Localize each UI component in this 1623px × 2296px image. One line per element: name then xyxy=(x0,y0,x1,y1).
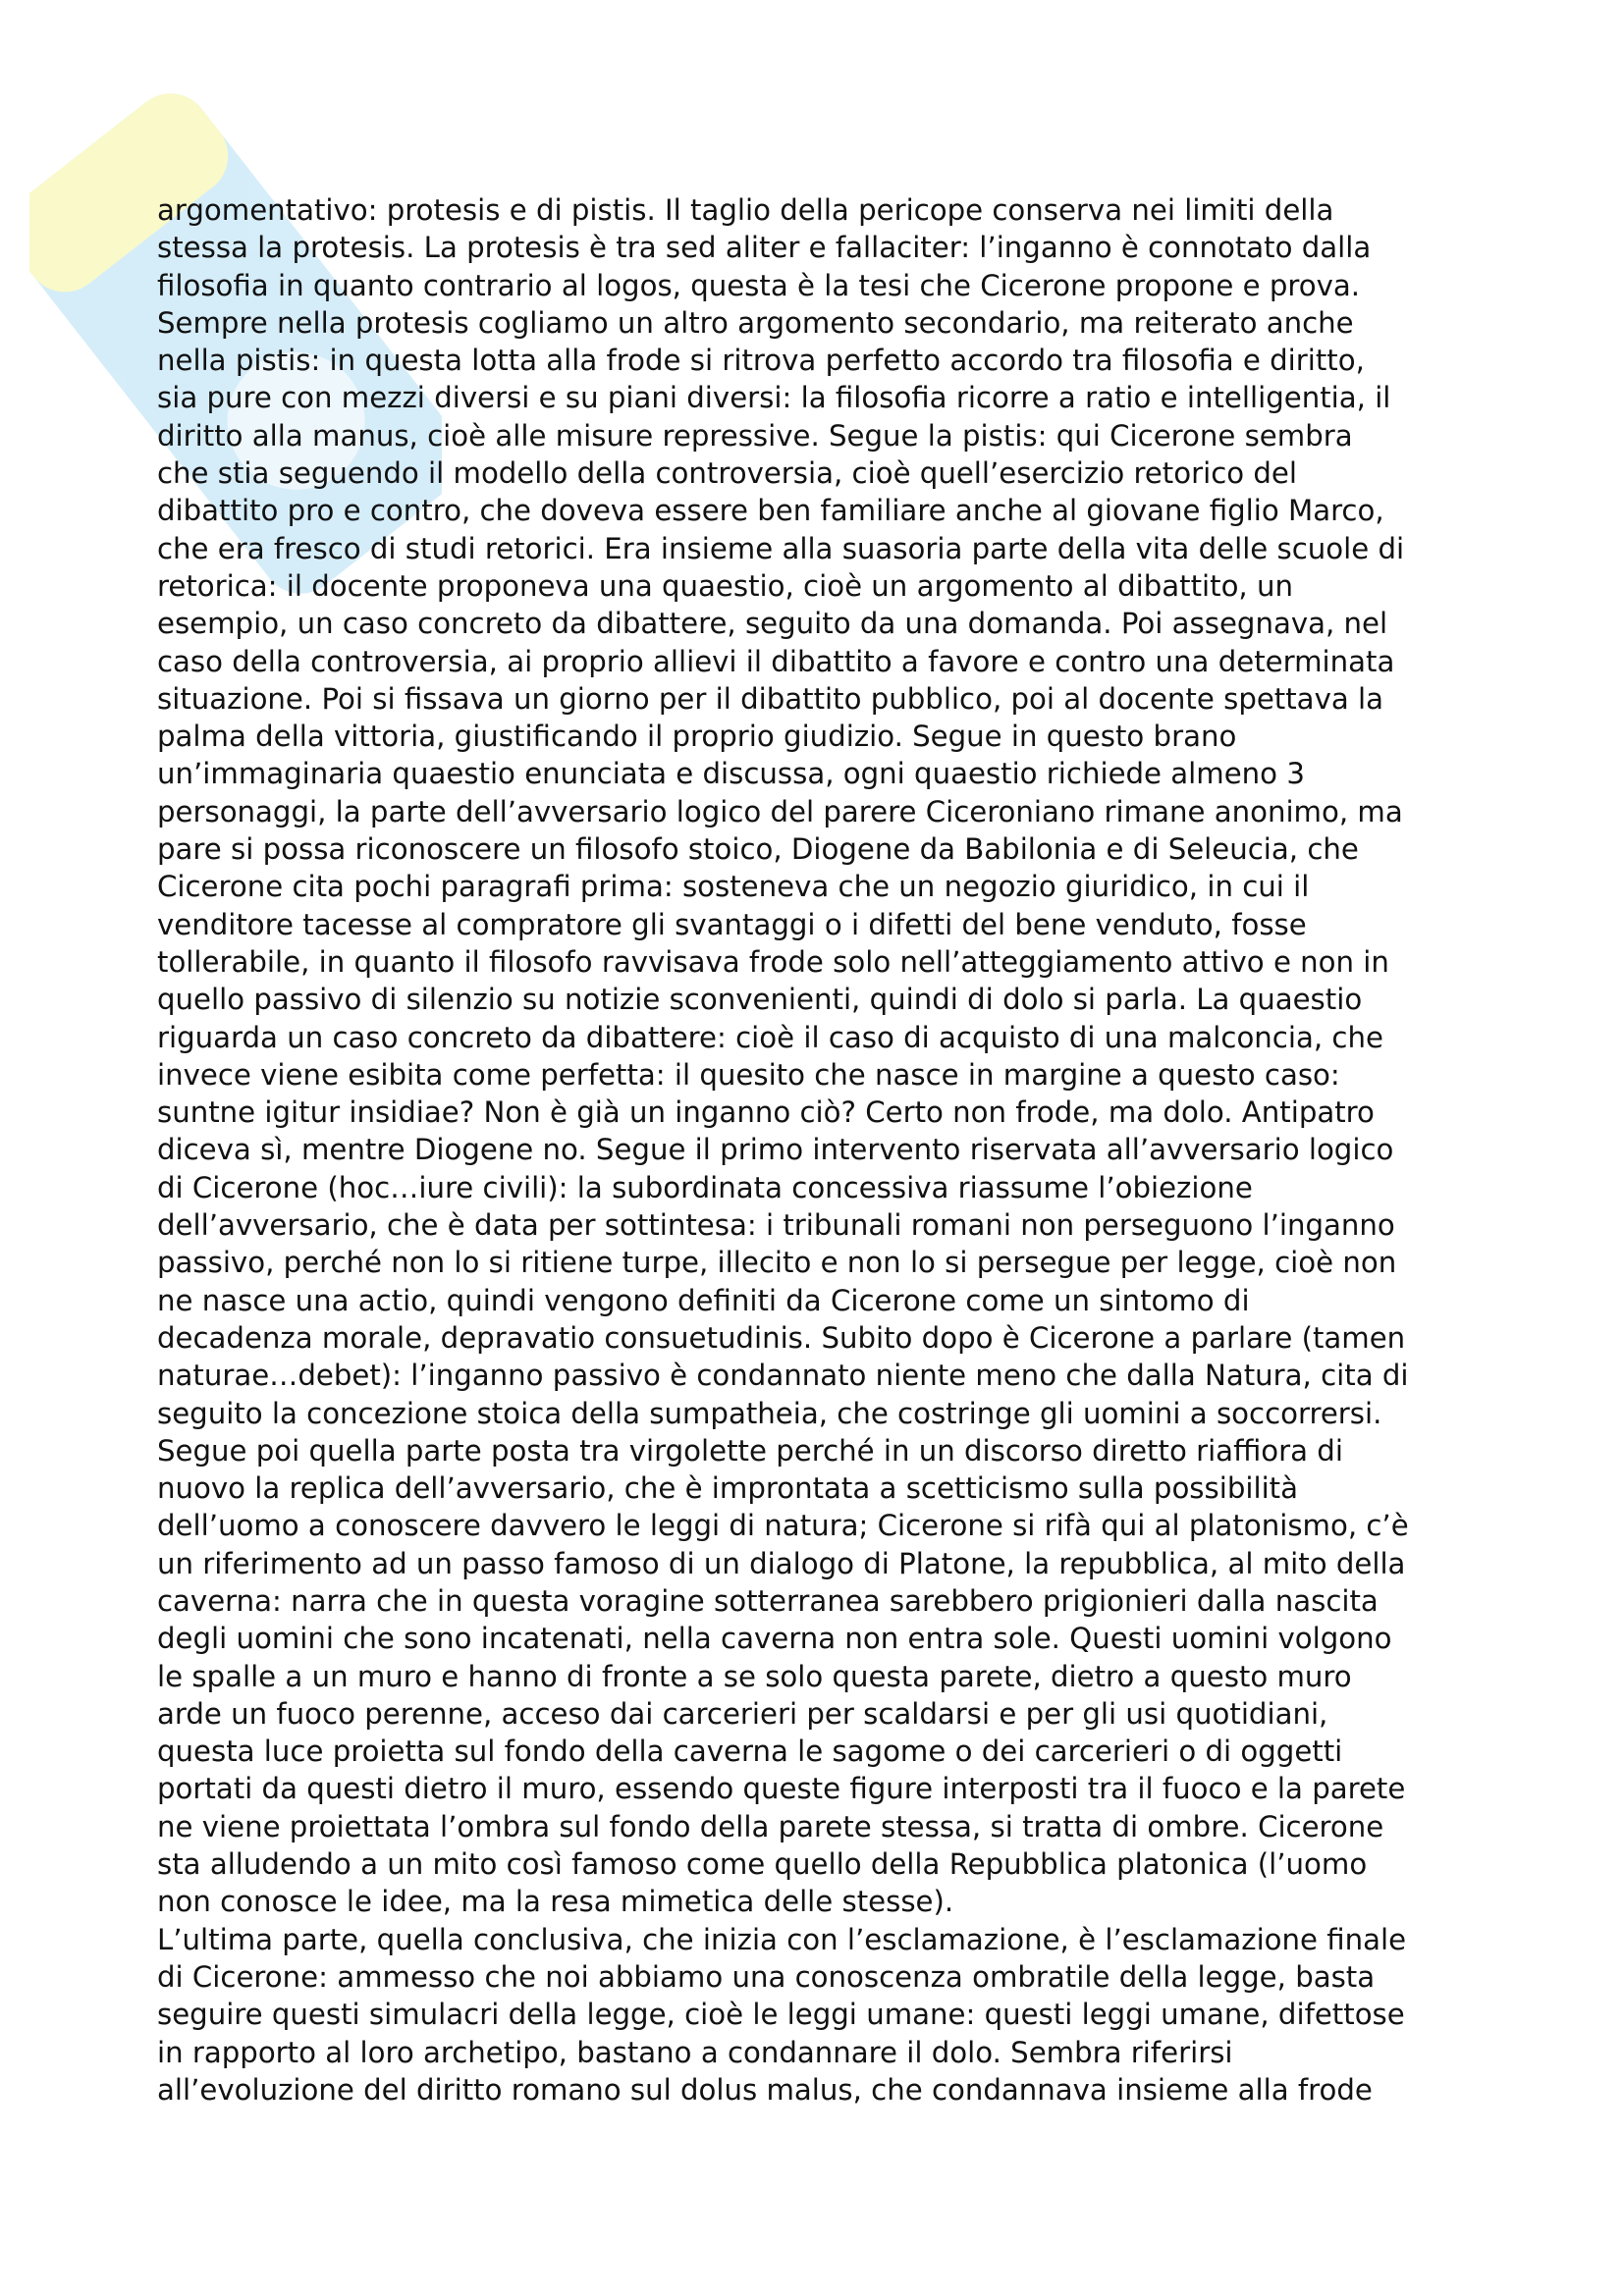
text-line: ne nasce una actio, quindi vengono definiti da Cicerone come un sintomo di xyxy=(157,1283,1250,1317)
text-line: esempio, un caso concreto da dibattere, seguito da una domanda. Poi assegnava, nel xyxy=(157,607,1388,641)
text-line: venditore tacesse al compratore gli svantaggi o i difetti del bene venduto, fosse xyxy=(157,907,1307,941)
text-line: di Cicerone: ammesso che noi abbiamo una conoscenza ombratile della legge, basta xyxy=(157,1959,1376,1994)
text-line: nella pistis: in questa lotta alla frode si ritrova perfetto accordo tra filosofia e diritto, xyxy=(157,344,1365,378)
text-line: dell’uomo a conoscere davvero le leggi di natura; Cicerone si rifà qui al platonismo, c’è xyxy=(157,1509,1409,1543)
text-line: situazione. Poi si fissava un giorno per il dibattito pubblico, poi al docente spettava la xyxy=(157,681,1384,716)
text-line: che era fresco di studi retorici. Era insieme alla suasoria parte della vita delle scuole di xyxy=(157,531,1405,565)
text-line: in rapporto al loro archetipo, bastano a condannare il dolo. Sembra riferirsi xyxy=(157,2035,1233,2069)
text-line: diceva sì, mentre Diogene no. Segue il primo intervento riservata all’avversario logico xyxy=(157,1133,1394,1167)
text-line: retorica: il docente proponeva una quaestio, cioè un argomento al dibattito, un xyxy=(157,568,1293,603)
text-line: un’immaginaria quaestio enunciata e discussa, ogni quaestio richiede almeno 3 xyxy=(157,757,1305,791)
text-line: all’evoluzione del diritto romano sul dolus malus, che condannava insieme alla frode xyxy=(157,2072,1373,2107)
text-line: questa luce proietta sul fondo della caverna le sagome o dei carcerieri o di oggetti xyxy=(157,1735,1343,1769)
text-line: passivo, perché non lo si ritiene turpe, illecito e non lo si persegue per legge, cioè non xyxy=(157,1246,1397,1280)
text-line: pare si possa riconoscere un filosofo stoico, Diogene da Babilonia e di Seleucia, che xyxy=(157,832,1359,867)
text-line: non conosce le idee, ma la resa mimetica delle stesse). xyxy=(157,1885,954,1919)
text-line: degli uomini che sono incatenati, nella caverna non entra sole. Questi uomini volgono xyxy=(157,1622,1392,1656)
document-body xyxy=(157,191,1473,2109)
text-line: tollerabile, in quanto il filosofo ravvisava frode solo nell’atteggiamento attivo e non in xyxy=(157,944,1389,979)
text-line: riguarda un caso concreto da dibattere: cioè il caso di acquisto di una malconcia, che xyxy=(157,1020,1383,1054)
text-line: argomentativo: protesis e di pistis. Il taglio della pericope conserva nei limiti della xyxy=(157,193,1334,227)
text-line: palma della vittoria, giustificando il proprio giudizio. Segue in questo brano xyxy=(157,720,1237,754)
text-line: caso della controversia, ai proprio allievi il dibattito a favore e contro una determinata xyxy=(157,644,1395,678)
text-line: stessa la protesis. La protesis è tra sed aliter e fallaciter: l’inganno è connotato dalla xyxy=(157,231,1372,265)
text-line: che stia seguendo il modello della controversia, cioè quell’esercizio retorico del xyxy=(157,456,1297,491)
text-line: Segue poi quella parte posta tra virgolette perché in un discorso diretto riaffiora di xyxy=(157,1433,1343,1468)
text-line: diritto alla manus, cioè alle misure repressive. Segue la pistis: qui Cicerone sembra xyxy=(157,418,1353,453)
text-line: L’ultima parte, quella conclusiva, che inizia con l’esclamazione, è l’esclamazione finale xyxy=(157,1922,1407,1956)
text-line: nuovo la replica dell’avversario, che è improntata a scetticismo sulla possibilità xyxy=(157,1471,1299,1506)
text-line: caverna: narra che in questa voragine sotterranea sarebbero prigionieri dalla nascita xyxy=(157,1583,1379,1618)
text-line: quello passivo di silenzio su notizie sconvenienti, quindi di dolo si parla. La quaestio xyxy=(157,983,1363,1017)
text-line: dell’avversario, che è data per sottintesa: i tribunali romani non perseguono l’inganno xyxy=(157,1208,1395,1243)
text-line: personaggi, la parte dell’avversario logico del parere Ciceroniano rimane anonimo, ma xyxy=(157,794,1403,828)
text-line: portati da questi dietro il muro, essendo queste figure interposti tra il fuoco e la parete xyxy=(157,1772,1406,1806)
text-line: di Cicerone (hoc…iure civili): la subordinata concessiva riassume l’obiezione xyxy=(157,1170,1253,1204)
text-line: sta alludendo a un mito così famoso come quello della Repubblica platonica (l’uomo xyxy=(157,1847,1368,1882)
text-line: arde un fuoco perenne, acceso dai carcerieri per scaldarsi e per gli usi quotidiani, xyxy=(157,1696,1328,1731)
text-line: seguito la concezione stoica della sumpatheia, che costringe gli uomini a soccorrersi. xyxy=(157,1396,1382,1430)
text-line: Cicerone cita pochi paragrafi prima: sosteneva che un negozio giuridico, in cui il xyxy=(157,870,1310,904)
text-line: filosofia in quanto contrario al logos, questa è la tesi che Cicerone propone e prova. xyxy=(157,268,1361,302)
text-line: un riferimento ad un passo famoso di un dialogo di Platone, la repubblica, al mito della xyxy=(157,1546,1406,1580)
text-line: dibattito pro e contro, che doveva essere ben familiare anche al giovane figlio Marco, xyxy=(157,494,1384,528)
text-line: invece viene esibita come perfetta: il quesito che nasce in margine a questo caso: xyxy=(157,1057,1340,1092)
text-line: Sempre nella protesis cogliamo un altro argomento secondario, ma reiterato anche xyxy=(157,305,1354,340)
text-line: naturae…debet): l’inganno passivo è condannato niente meno che dalla Natura, cita di xyxy=(157,1359,1409,1393)
text-line: ne viene proiettata l’ombra sul fondo della parete stessa, si tratta di ombre. Cicerone xyxy=(157,1809,1384,1843)
text-line: suntne igitur insidiae? Non è già un inganno ciò? Certo non frode, ma dolo. Antipatro xyxy=(157,1095,1375,1130)
text-line: decadenza morale, depravatio consuetudinis. Subito dopo è Cicerone a parlare (tamen xyxy=(157,1320,1406,1355)
text-line: le spalle a un muro e hanno di fronte a se solo questa parete, dietro a questo muro xyxy=(157,1659,1352,1693)
text-line: seguire questi simulacri della legge, cioè le leggi umane: questi leggi umane, difettose xyxy=(157,1998,1405,2032)
text-line: sia pure con mezzi diversi e su piani diversi: la filosofia ricorre a ratio e intelligentia, il xyxy=(157,381,1391,415)
